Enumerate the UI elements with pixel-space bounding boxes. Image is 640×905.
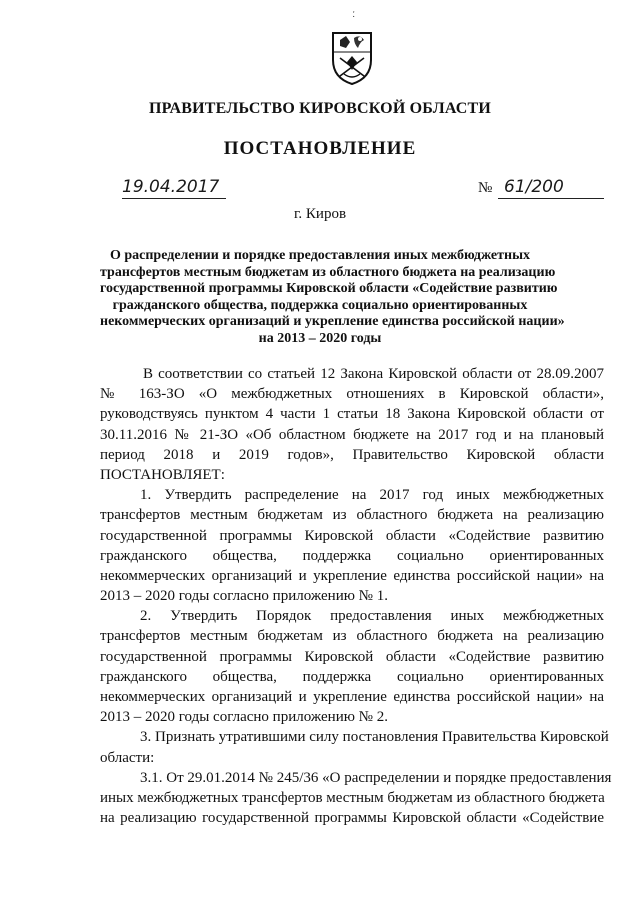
body-line: 1. Утвердить распределение на 2017 год иных межбюджетных [140, 487, 604, 504]
body-line: на реализацию государственной программы Кировской области «Содействие [100, 810, 604, 827]
subject-line: О распределении и порядке предоставления иных межбюджетных [109, 248, 531, 263]
subject-line: на 2013 – 2020 годы [258, 330, 382, 346]
document-subject [100, 248, 565, 347]
body-line: 3. Признать утратившими силу постановления Правительства Кировской [140, 729, 609, 746]
body-line: В соответствии со статьей 12 Закона Кировской области от 28.09.2007 [143, 366, 604, 382]
document-body [100, 364, 612, 828]
government-title: ПРАВИТЕЛЬСТВО КИРОВСКОЙ ОБЛАСТИ [148, 100, 492, 117]
body-line: ПОСТАНОВЛЯЕТ: [100, 466, 225, 483]
body-line: некоммерческих организаций и укрепление единства российской нации» на [100, 567, 604, 584]
document-date: 19.04.2017 [122, 176, 226, 199]
document-type: ПОСТАНОВЛЕНИЕ [223, 138, 417, 159]
document-number: 61/200 [498, 176, 604, 199]
subject-line: некоммерческих организаций и укрепление единства российской нации» [100, 314, 565, 329]
number-label: № [478, 180, 493, 196]
subject-line: гражданского общества, поддержка социально ориентированных [112, 297, 528, 313]
body-line: 30.11.2016 № 21-ЗО «Об областном бюджете на 2017 год и на плановый [100, 426, 604, 443]
subject-line: государственной программы Кировской области «Содействие развитию [100, 281, 558, 296]
body-line: некоммерческих организаций и укрепление единства российской нации» на [100, 689, 604, 705]
body-line: иных межбюджетных трансфертов местным бюджетам из областного бюджета [100, 789, 605, 806]
body-line: период 2018 и 2019 годов», Правительство Кировской области [100, 446, 604, 463]
body-line: 2. Утвердить Порядок предоставления иных межбюджетных [140, 608, 604, 625]
body-line: 2013 – 2020 годы согласно приложению № 2. [100, 709, 388, 726]
body-line: государственной программы Кировской области «Содействие развитию [100, 648, 604, 665]
body-line: трансфертов местным бюджетам из областного бюджета на реализацию [100, 507, 604, 524]
body-line: 2013 – 2020 годы согласно приложению № 1. [100, 588, 388, 605]
body-line: гражданского общества, поддержка социально ориентированных [100, 547, 604, 564]
city-label: г. Киров [293, 206, 347, 222]
subject-line: трансфертов местным бюджетам из областного бюджета на реализацию [100, 264, 556, 280]
body-line: государственной программы Кировской области «Содействие развитию [100, 527, 604, 544]
body-line: трансфертов местным бюджетам из областного бюджета на реализацию [100, 628, 604, 645]
body-line: области: [100, 749, 155, 766]
kirov-coat-of-arms-icon [330, 30, 374, 86]
body-line: руководствуясь пунктом 4 части 1 статьи 18 Закона Кировской области от [100, 406, 604, 423]
body-line: гражданского общества, поддержка социально ориентированных [100, 668, 604, 685]
body-line: 3.1. От 29.01.2014 № 245/36 «О распределении и порядке предоставления [140, 769, 612, 786]
body-line: № 163-ЗО «О межбюджетных отношениях в Кировской области», [100, 386, 604, 403]
scan-mark: ː [352, 6, 356, 20]
